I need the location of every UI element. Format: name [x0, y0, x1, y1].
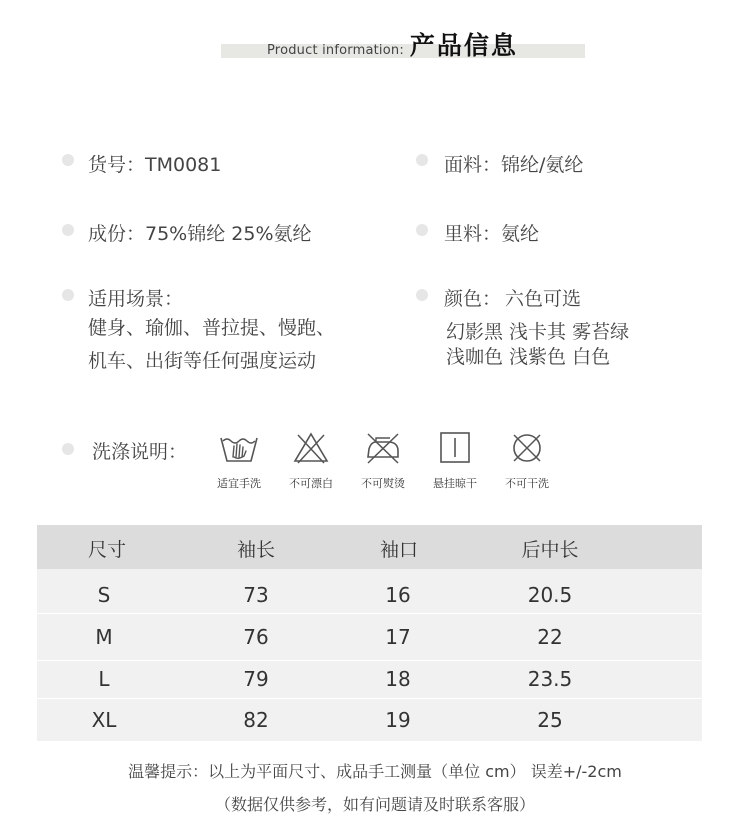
table-row — [37, 657, 702, 700]
care-caption: 不可干洗 — [505, 477, 549, 490]
scenes-line: 机车、出街等任何强度运动 — [88, 350, 317, 372]
no-bleach-icon — [290, 430, 332, 466]
measurement-note: 温馨提示：以上为平面尺寸、成品手工测量（单位 cm） 误差+/-2cm — [128, 762, 622, 781]
reference-note: （数据仅供参考，如有问题请及时联系客服） — [214, 795, 535, 814]
scenes-list — [88, 312, 335, 378]
cell-back: 22 — [537, 625, 563, 649]
cell-size: S — [97, 583, 111, 607]
header-sleeve-length: 袖长 — [236, 539, 275, 561]
title-en: Product information: — [267, 43, 404, 58]
care-caption: 不可熨烫 — [361, 477, 405, 490]
header-size: 尺寸 — [87, 539, 126, 561]
cell-sleeve: 73 — [243, 583, 269, 607]
item-number: 货号：TM0081 — [88, 154, 222, 176]
cell-cuff: 16 — [385, 583, 411, 607]
size-table — [37, 525, 702, 741]
title-zh: 产品信息 — [409, 31, 518, 60]
care-caption: 悬挂晾干 — [433, 477, 477, 490]
care-no-dry-clean — [487, 430, 567, 491]
color-value: 六色可选 — [505, 288, 582, 310]
cell-back: 23.5 — [527, 667, 573, 691]
colors-line: 浅咖色 浅紫色 白色 — [446, 346, 611, 368]
page-title — [267, 26, 518, 62]
bullet-dot — [416, 224, 428, 236]
cell-cuff: 17 — [385, 625, 411, 649]
row-divider — [37, 613, 702, 614]
hand-wash-icon — [218, 430, 260, 466]
care-caption: 不可漂白 — [289, 477, 333, 490]
table-header — [37, 525, 702, 569]
cell-size: XL — [91, 708, 117, 732]
header-cuff: 袖口 — [379, 539, 418, 561]
cell-cuff: 18 — [385, 667, 411, 691]
cell-sleeve: 82 — [243, 708, 269, 732]
care-label: 洗涤说明： — [92, 441, 188, 463]
lining: 里料：氨纶 — [444, 223, 540, 245]
care-caption: 适宜手洗 — [217, 477, 261, 490]
no-iron-icon — [362, 430, 404, 466]
cell-back: 25 — [537, 708, 563, 732]
cell-size: M — [95, 625, 113, 649]
bullet-dot — [62, 289, 74, 301]
table-row — [37, 698, 702, 741]
care-hang-dry — [415, 430, 495, 491]
bullet-dot — [62, 154, 74, 166]
colors-list — [446, 320, 629, 370]
cell-cuff: 19 — [385, 708, 411, 732]
bullet-dot — [416, 289, 428, 301]
table-row — [37, 573, 702, 616]
cell-size: L — [98, 667, 110, 691]
scenes-label: 适用场景： — [88, 288, 184, 310]
table-row — [37, 615, 702, 658]
header-back-length: 后中长 — [521, 539, 579, 561]
no-dry-clean-icon — [506, 430, 548, 466]
composition: 成份：75%锦纶 25%氨纶 — [88, 223, 312, 245]
color-label: 颜色： — [444, 288, 502, 310]
care-no-bleach — [271, 430, 351, 491]
cell-sleeve: 76 — [243, 625, 269, 649]
bullet-dot — [62, 443, 74, 455]
cell-back: 20.5 — [527, 583, 573, 607]
bullet-dot — [62, 224, 74, 236]
color-row — [444, 284, 581, 311]
fabric: 面料：锦纶/氨纶 — [444, 154, 584, 176]
bullet-dot — [416, 154, 428, 166]
care-no-iron — [343, 430, 423, 491]
scenes-line: 健身、瑜伽、普拉提、慢跑、 — [88, 317, 336, 339]
hang-dry-icon — [434, 430, 476, 466]
cell-sleeve: 79 — [243, 667, 269, 691]
colors-line: 幻影黑 浅卡其 雾苔绿 — [446, 321, 630, 343]
care-hand-wash — [199, 430, 279, 491]
